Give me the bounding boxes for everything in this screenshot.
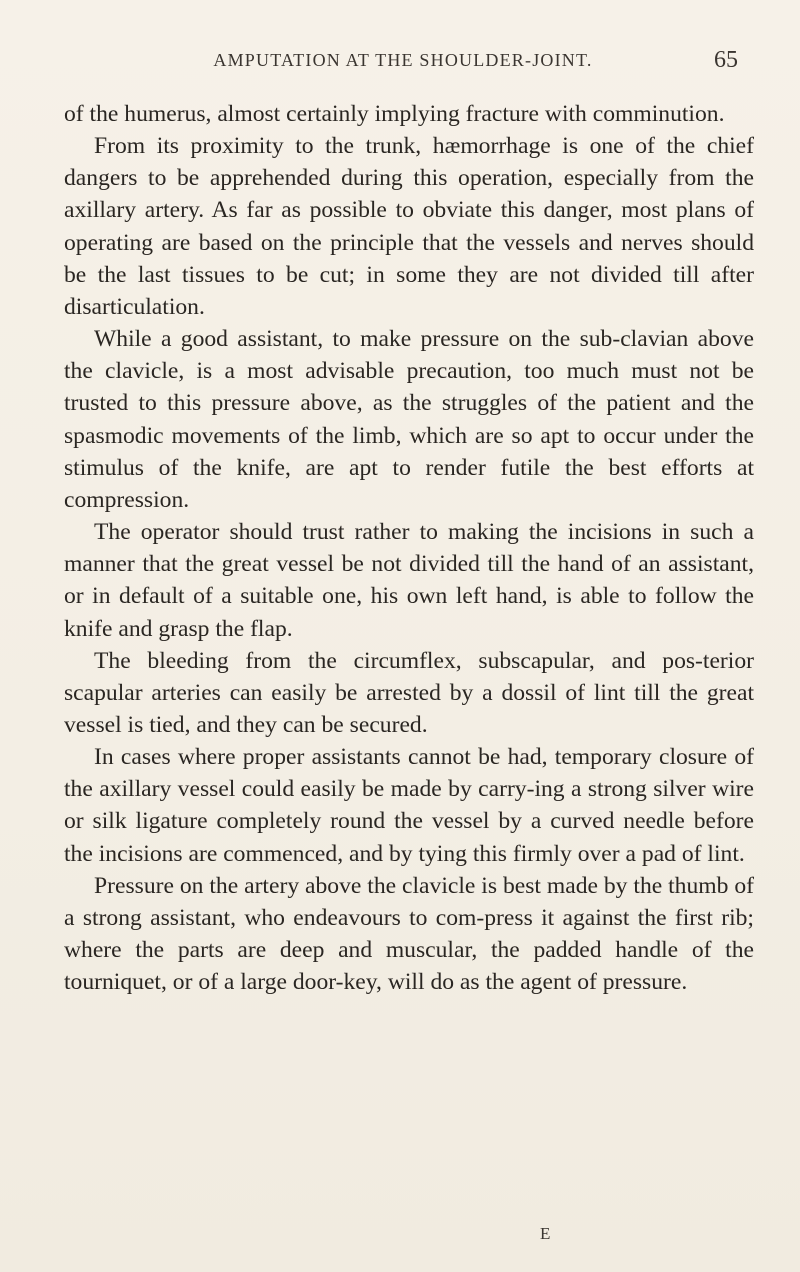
paragraph-bleeding-arteries: The bleeding from the circumflex, subscapular, and pos-terior scapular arteries can easily be arrested by a dossil of lint till the great vessel is tied, and they can be secured. xyxy=(64,647,754,738)
running-title: AMPUTATION AT THE SHOULDER-JOINT. xyxy=(213,50,593,70)
paragraph-haemorrhage: From its proximity to the trunk, hæmorrhage is one of the chief dangers to be apprehended during this operation, especially from the axillary artery. As far as possible to obviate this danger, most plans of operating are based on the principle that the vessels and nerves should be the last tissues to be cut; in some they are not divided till after disarticulation. xyxy=(64,133,754,320)
paragraph-subclavian-pressure: While a good assistant, to make pressure on the sub-clavian above the clavicle, is a most advisable precaution, too much must not be trusted to this pressure above, as the struggles of the patient and the spasmodic movements of the limb, which are so apt to occur under the stimulus of the knife, are apt to render futile the best efforts at compression. xyxy=(64,326,754,513)
signature-mark: E xyxy=(540,1224,551,1243)
page-number: 65 xyxy=(714,47,738,73)
paragraph-pressure-thumb: Pressure on the artery above the clavicle is best made by the thumb of a strong assistant, who endeavours to com-press it against the first rib; where the parts are deep and muscular, the padded handle of the tourniquet, or of a large door-key, will do as the agent of pressure. xyxy=(64,872,754,996)
body-text xyxy=(64,98,754,998)
paragraph-continuation: of the humerus, almost certainly implying fracture with comminution. xyxy=(64,101,725,127)
paragraph-operator-incisions: The operator should trust rather to making the incisions in such a manner that the great vessel be not divided till the hand of an assistant, or in default of a suitable one, his own left hand, is able to follow the knife and grasp the flap. xyxy=(64,519,754,642)
paragraph-temporary-closure: In cases where proper assistants cannot be had, temporary closure of the axillary vessel could easily be made by carry-ing a strong silver wire or silk ligature completely round the vessel by a curved needle before the incisions are commenced, and by tying this firmly over a pad of lint. xyxy=(64,744,754,867)
